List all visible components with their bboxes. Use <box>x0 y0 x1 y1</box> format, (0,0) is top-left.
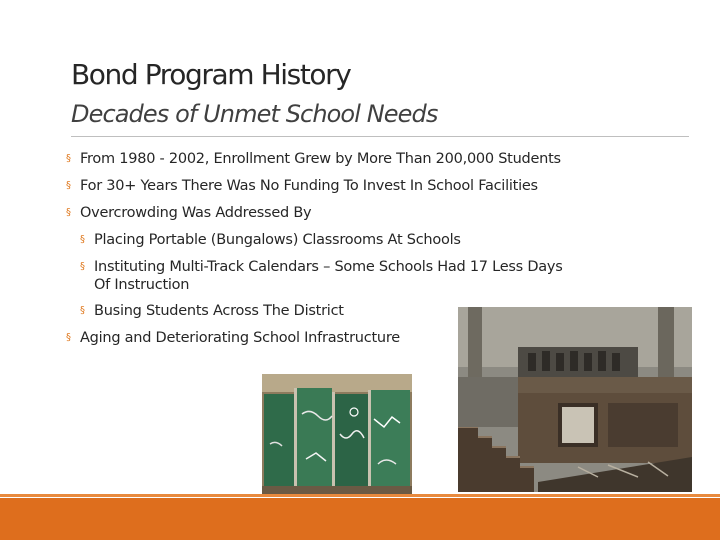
bullet-marker-icon: § <box>66 332 71 343</box>
bullet-text: Placing Portable (Bungalows) Classrooms At Schools <box>94 232 461 248</box>
bullet-text: Aging and Deteriorating School Infrastructure <box>80 330 400 346</box>
restroom-stalls-image <box>262 374 412 496</box>
bullet-text: From 1980 - 2002, Enrollment Grew by More Than 200,000 Students <box>80 151 561 167</box>
auditorium-stage-image <box>458 307 692 492</box>
bullet-text: For 30+ Years There Was No Funding To Invest In School Facilities <box>80 178 538 194</box>
bullet-text-continuation: Of Instruction <box>94 277 190 293</box>
sub-bullet-item <box>80 230 666 250</box>
sub-bullet-item <box>80 257 666 294</box>
restroom-stalls-photo <box>262 374 412 496</box>
footer-bar <box>0 498 720 540</box>
bullet-marker-icon: § <box>80 305 85 316</box>
bullet-item <box>66 176 666 196</box>
bullet-marker-icon: § <box>66 153 71 164</box>
bullet-item <box>66 203 666 223</box>
bullet-marker-icon: § <box>66 207 71 218</box>
slide-title: Bond Program History <box>71 58 351 91</box>
bullet-text: Busing Students Across The District <box>94 303 344 319</box>
footer-accent-line <box>0 494 720 497</box>
title-divider <box>71 136 689 137</box>
bullet-marker-icon: § <box>80 261 85 272</box>
bullet-marker-icon: § <box>80 234 85 245</box>
bullet-item <box>66 149 666 169</box>
bullet-marker-icon: § <box>66 180 71 191</box>
bullet-text: Overcrowding Was Addressed By <box>80 205 312 221</box>
bullet-text: Instituting Multi-Track Calendars – Some Schools Had 17 Less Days <box>94 259 563 275</box>
auditorium-stage-photo <box>458 307 692 492</box>
slide-subtitle: Decades of Unmet School Needs <box>71 100 438 128</box>
